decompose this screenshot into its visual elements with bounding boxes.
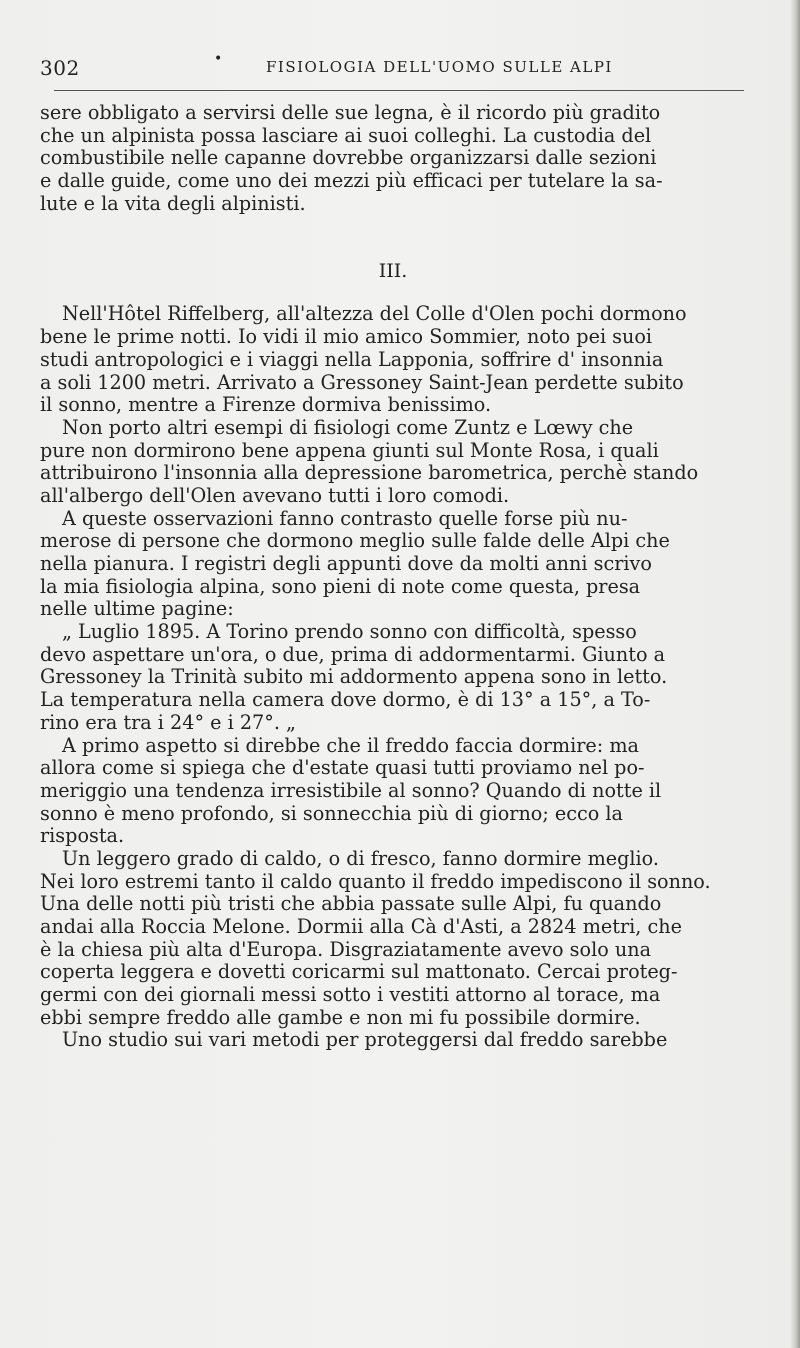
- text-line: Nei loro estremi tanto il caldo quanto il freddo impediscono il sonno.: [40, 869, 711, 893]
- text-line: sere obbligato a servirsi delle sue legna, è il ricordo più gradito: [40, 101, 661, 124]
- text-line: rino era tra i 24° e i 27°. „: [40, 710, 296, 734]
- text-line: sonno è meno profondo, si sonnecchia più di giorno; ecco la: [40, 801, 623, 825]
- page-header: [40, 46, 760, 86]
- text-line: A primo aspetto si direbbe che il freddo faccia dormire: ma: [62, 733, 639, 757]
- page-edge-shadow: [790, 0, 800, 1348]
- running-head: FISIOLOGIA DELL'UOMO SULLE ALPI: [266, 58, 613, 76]
- paragraph-5-quote: [40, 621, 780, 734]
- text-line: attribuirono l'insonnia alla depressione barometrica, perchè stando: [40, 461, 699, 485]
- text-line: lute e la vita degli alpinisti.: [40, 191, 306, 215]
- paragraph-3: [40, 417, 780, 508]
- paragraph-4: [40, 508, 780, 621]
- text-line: ebbi sempre freddo alle gambe e non mi fu possibile dormire.: [40, 1005, 641, 1029]
- text-line: La temperatura nella camera dove dormo, è di 13° a 15°, a To-: [40, 688, 651, 712]
- text-line: „ Luglio 1895. A Torino prendo sonno con difficoltà, spesso: [62, 620, 637, 644]
- paragraph-7: [40, 848, 780, 1052]
- paragraph-6: [40, 735, 780, 848]
- text-line: risposta.: [40, 824, 125, 848]
- paragraph-1: [40, 102, 780, 215]
- text-line: e dalle guide, come uno dei mezzi più efficaci per tutelare la sa-: [40, 169, 663, 193]
- text-line: pure non dormirono bene appena giunti sul Monte Rosa, i quali: [40, 438, 659, 462]
- text-line: nelle ultime pagine:: [40, 597, 234, 621]
- text-line: Gressoney la Trinità subito mi addormento appena sono in letto.: [40, 665, 668, 689]
- text-line: Nell'Hôtel Riffelberg, all'altezza del Colle d'Olen pochi dormono: [62, 302, 687, 326]
- text-line: nella pianura. I registri degli appunti dove da molti anni scrivo: [40, 552, 652, 575]
- text-line: Una delle notti più tristi che abbia passate sulle Alpi, fu quando: [40, 892, 662, 916]
- header-rule: [54, 90, 744, 91]
- text-line: bene le prime notti. Io vidi il mio amico Sommier, noto pei suoi: [40, 325, 653, 349]
- body-text: [40, 102, 780, 1052]
- text-line: germi con dei giornali messi sotto i vestiti attorno al torace, ma: [40, 983, 661, 1007]
- paragraph-2: [40, 303, 780, 416]
- section-heading: III.: [378, 260, 408, 283]
- text-line: A queste osservazioni fanno contrasto quelle forse più nu-: [62, 506, 628, 530]
- text-line: studi antropologici e i viaggi nella Lapponia, soffrire d' insonnia: [40, 347, 664, 371]
- text-line: il sonno, mentre a Firenze dormiva benissimo.: [40, 393, 492, 417]
- page-number: 302: [40, 56, 80, 80]
- text-line: Un leggero grado di caldo, o di fresco, fanno dormire meglio.: [62, 846, 659, 870]
- text-line: meriggio una tendenza irresistibile al sonno? Quando di notte il: [40, 778, 662, 802]
- text-line: all'albergo dell'Olen avevano tutti i loro comodi.: [40, 483, 510, 507]
- text-line: Non porto altri esempi di fisiologi come Zuntz e Lœwy che: [62, 415, 634, 439]
- text-line: Uno studio sui vari metodi per proteggersi dal freddo sarebbe: [62, 1028, 668, 1052]
- text-line: a soli 1200 metri. Arrivato a Gressoney Saint-Jean perdette subito: [40, 370, 684, 394]
- text-line: allora come si spiega che d'estate quasi tutti proviamo nel po-: [40, 756, 645, 780]
- text-line: combustibile nelle capanne dovrebbe organizzarsi dalle sezioni: [40, 146, 657, 170]
- text-line: coperta leggera e dovetti coricarmi sul mattonato. Cercai proteg-: [40, 960, 678, 984]
- text-line: è la chiesa più alta d'Europa. Disgraziatamente avevo solo una: [40, 937, 652, 961]
- text-line: andai alla Roccia Melone. Dormii alla Cà d'Asti, a 2824 metri, che: [40, 915, 682, 938]
- print-speck: •: [214, 51, 223, 67]
- text-line: che un alpinista possa lasciare ai suoi colleghi. La custodia del: [40, 123, 652, 147]
- text-line: devo aspettare un'ora, o due, prima di addormentarmi. Giunto a: [40, 642, 666, 666]
- text-line: merose di persone che dormono meglio sulle falde delle Alpi che: [40, 529, 670, 553]
- text-line: la mia fisiologia alpina, sono pieni di note come questa, presa: [40, 574, 641, 598]
